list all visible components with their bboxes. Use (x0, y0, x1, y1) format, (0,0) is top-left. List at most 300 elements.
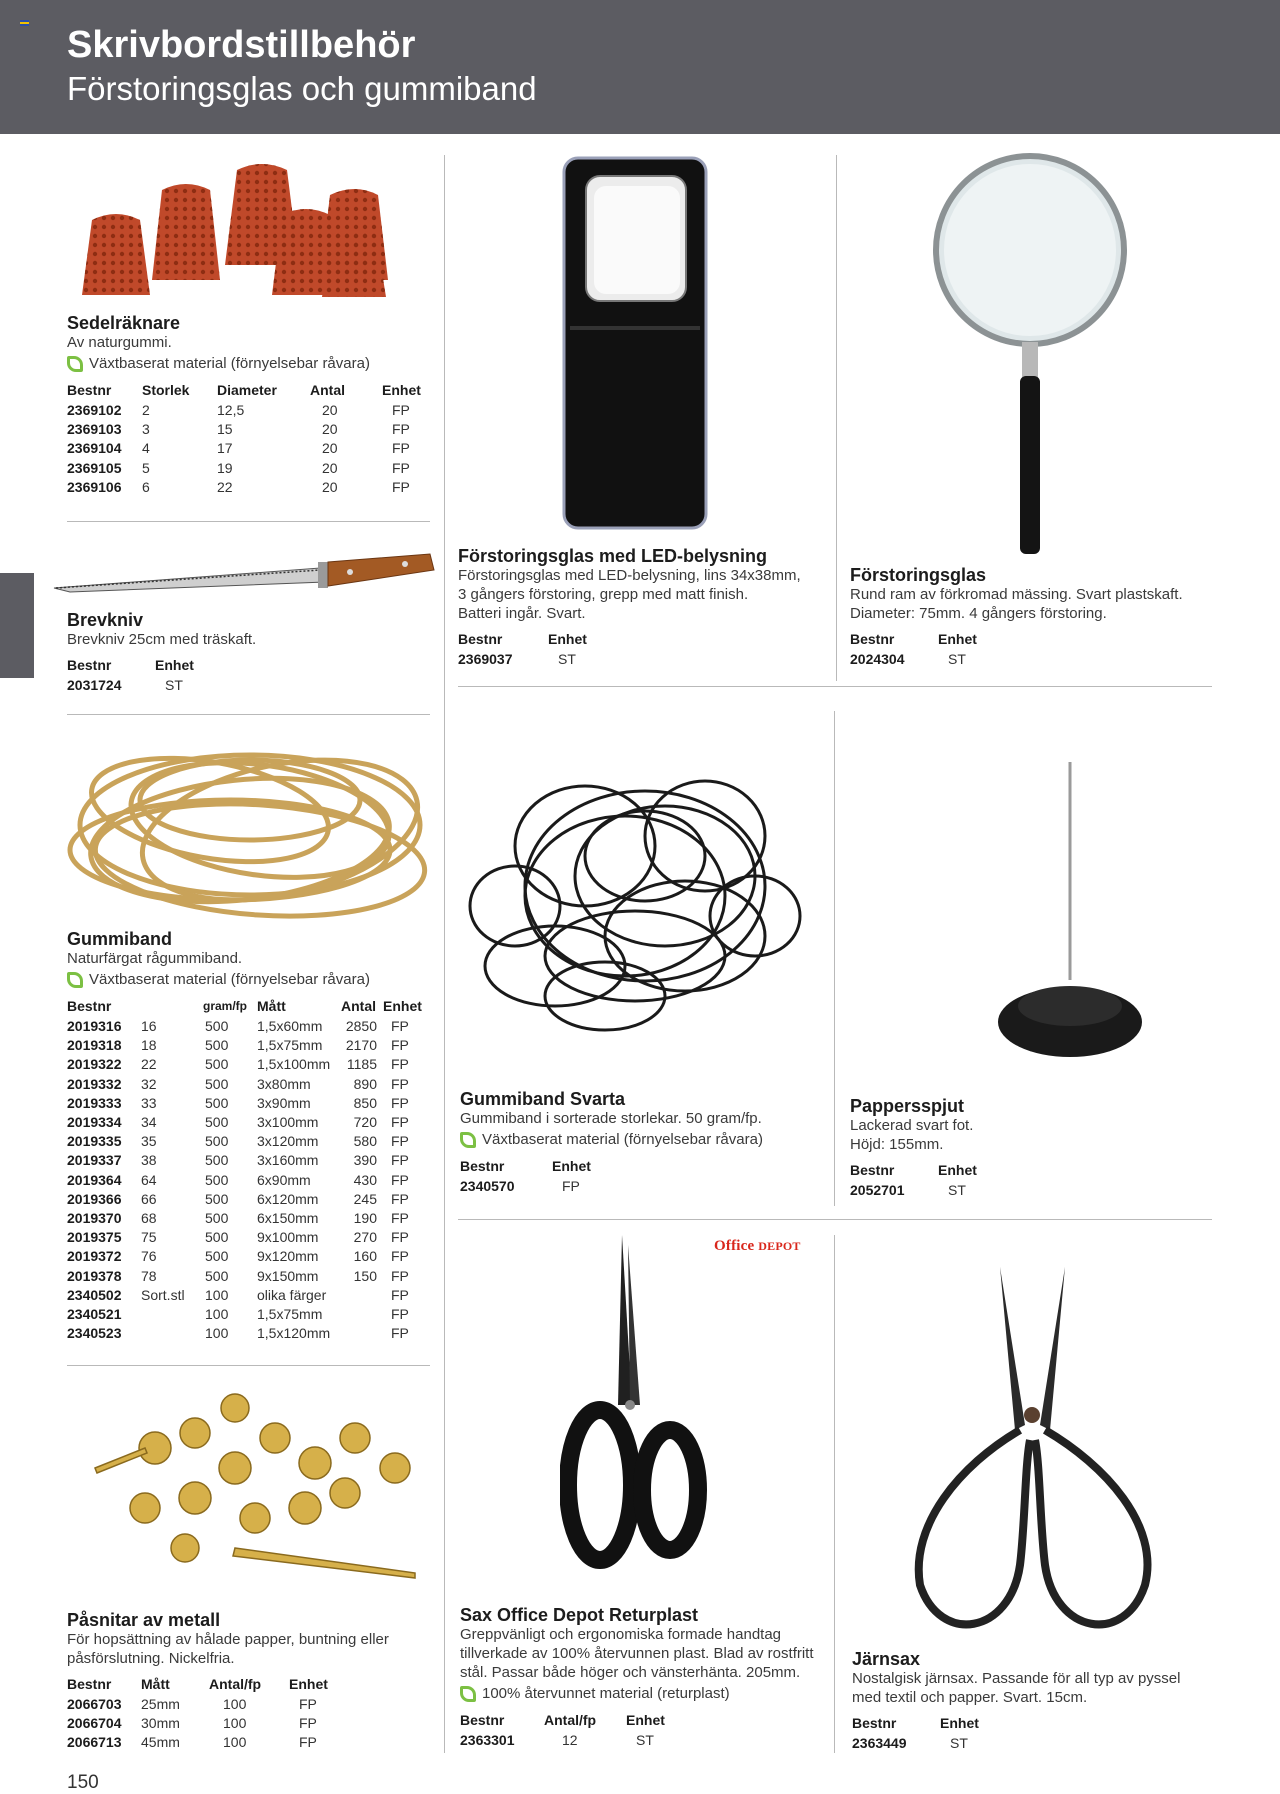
cell: 45mm (141, 1734, 180, 1751)
column-header: Bestnr (67, 382, 112, 398)
column-header: Mått (257, 998, 286, 1014)
cell (141, 1305, 203, 1324)
column-header (141, 998, 203, 1017)
column-header: Bestnr (67, 1676, 112, 1692)
cell: 6x90mm (257, 1171, 311, 1188)
cell: 2369102 (67, 402, 122, 419)
cell: 75 (141, 1229, 157, 1246)
flag-icon (20, 20, 29, 26)
table-row (67, 676, 237, 695)
column-header: Enhet (382, 382, 421, 398)
product-description-line: Nostalgisk järnsax. Passande för all typ av pyssel (852, 1670, 1181, 1687)
cell: FP (391, 1325, 409, 1342)
product-description: Av naturgummi. (67, 334, 172, 351)
cell: 500 (205, 1248, 229, 1265)
leaf-icon (67, 356, 83, 372)
spec-table (460, 1712, 700, 1750)
cell: 2019335 (67, 1133, 122, 1150)
cell: 2019337 (67, 1152, 122, 1169)
product-title: Sedelräknare (67, 313, 181, 333)
column-header: Enhet (938, 631, 977, 647)
page-number: 150 (67, 1772, 99, 1793)
cell: 500 (205, 1229, 229, 1246)
product-description-line: Rund ram av förkromad mässing. Svart plastskaft. (850, 586, 1183, 603)
spec-table (850, 631, 1020, 669)
cell: 30mm (141, 1715, 180, 1732)
product-description-line: Höjd: 155mm. (850, 1136, 944, 1153)
cell: 2052701 (850, 1182, 905, 1199)
cell: 390 (353, 1152, 377, 1169)
table-row (67, 439, 427, 458)
eco-label (460, 1684, 832, 1704)
table-row (67, 420, 427, 439)
product-title: Gummiband (67, 929, 173, 949)
cell (341, 1324, 383, 1343)
cell: 2340521 (67, 1305, 122, 1322)
cell: 850 (353, 1094, 377, 1111)
cell: 2019364 (67, 1171, 122, 1188)
cell: FP (299, 1715, 317, 1732)
cell: FP (391, 1056, 409, 1073)
column-header: Bestnr (850, 631, 895, 647)
office-scissors-image (560, 1235, 710, 1585)
cell: 1,5x60mm (257, 1018, 323, 1035)
column-header: Bestnr (460, 1158, 505, 1174)
cell: 38 (141, 1152, 157, 1169)
cell: 720 (353, 1114, 377, 1131)
table-row (67, 1075, 432, 1094)
cell (341, 1286, 383, 1305)
cell: 15 (217, 421, 233, 438)
table-row (67, 459, 427, 478)
table-row (67, 1228, 432, 1247)
product-led-magnifier (458, 546, 830, 669)
column-header: Enhet (938, 1162, 977, 1178)
leaf-icon (460, 1686, 476, 1702)
cell: 150 (353, 1267, 377, 1284)
table-row (67, 1171, 432, 1190)
cell: 32 (141, 1075, 157, 1092)
cell: 270 (353, 1229, 377, 1246)
cell: 33 (141, 1094, 157, 1111)
product-title: Pappersspjut (850, 1096, 965, 1116)
cell: 430 (353, 1171, 377, 1188)
cell: 2019378 (67, 1267, 122, 1284)
cell: ST (558, 651, 576, 668)
cell: 500 (205, 1056, 229, 1073)
cell: FP (392, 459, 410, 476)
table-row (850, 650, 1020, 669)
cell: 500 (205, 1209, 229, 1226)
cell: 160 (353, 1248, 377, 1265)
column-divider (444, 155, 445, 1753)
cell: FP (392, 440, 410, 457)
cell: 500 (205, 1094, 229, 1111)
cell: FP (391, 1209, 409, 1226)
cell: 2369037 (458, 651, 513, 668)
cell: ST (948, 1182, 966, 1199)
cell: 68 (141, 1209, 157, 1226)
cell: 2066713 (67, 1734, 122, 1751)
cell: 2340502 (67, 1286, 122, 1303)
leaf-icon (67, 972, 83, 988)
table-row (852, 1734, 1022, 1753)
product-brevkniv (67, 610, 427, 695)
cell: 3x160mm (257, 1152, 319, 1169)
cell: 2369106 (67, 478, 122, 495)
table-row (67, 1324, 432, 1343)
cell: FP (391, 1114, 409, 1131)
cell: 2019333 (67, 1094, 122, 1111)
cell: 22 (141, 1056, 157, 1073)
cell: 3x90mm (257, 1094, 311, 1111)
cell: 12 (562, 1732, 578, 1749)
column-header: Enhet (155, 657, 194, 673)
column-header: Antal (341, 998, 376, 1014)
product-title: Förstoringsglas med LED-belysning (458, 546, 768, 566)
cell: 100 (223, 1696, 247, 1713)
table-row (67, 1266, 432, 1285)
page-title: Skrivbordstillbehör (67, 24, 416, 66)
side-tab (0, 573, 34, 678)
cell: 6x150mm (257, 1209, 319, 1226)
cell (341, 1305, 383, 1324)
spec-table (850, 1162, 1020, 1200)
cell: FP (391, 1152, 409, 1169)
product-title: Järnsax (852, 1649, 921, 1669)
table-row (67, 1733, 357, 1752)
product-description-line: påsförslutning. Nickelfria. (67, 1650, 235, 1667)
table-row (460, 1177, 630, 1196)
table-row (67, 1209, 432, 1228)
product-pasnitar (67, 1610, 437, 1753)
cell: 16 (141, 1018, 157, 1035)
cell: 3x120mm (257, 1133, 319, 1150)
cell: FP (299, 1696, 317, 1713)
table-row (67, 1695, 357, 1714)
product-jarnsax (852, 1649, 1222, 1753)
cell: 2019370 (67, 1209, 122, 1226)
cell: 20 (322, 459, 338, 476)
cell: 2170 (345, 1037, 377, 1054)
cell: 9x150mm (257, 1267, 319, 1284)
cell: 500 (205, 1190, 229, 1207)
cell: FP (391, 1094, 409, 1111)
eco-text: Växtbaserat material (förnyelsebar råvara) (482, 1131, 763, 1148)
finger-cones-image (82, 160, 412, 300)
cell: FP (562, 1178, 580, 1195)
cell: 2019322 (67, 1056, 122, 1073)
cell: FP (391, 1075, 409, 1092)
cell: 2024304 (850, 651, 905, 668)
column-divider (834, 1235, 835, 1753)
table-row (67, 1714, 357, 1733)
cell: 2019366 (67, 1190, 122, 1207)
paper-spike-image (990, 760, 1150, 1060)
cell: FP (391, 1171, 409, 1188)
row-divider (458, 686, 1212, 687)
cell: 5 (142, 459, 150, 476)
product-description: Brevkniv 25cm med träskaft. (67, 631, 257, 648)
column-header: Enhet (940, 1715, 979, 1731)
cell: 25mm (141, 1696, 180, 1713)
cell: 245 (353, 1190, 377, 1207)
cell: 100 (205, 1305, 229, 1322)
cell: 20 (322, 478, 338, 495)
cell: 100 (205, 1286, 229, 1303)
cell: 500 (205, 1075, 229, 1092)
iron-scissors-image (900, 1265, 1165, 1645)
spec-table (67, 657, 237, 695)
column-divider (834, 711, 835, 1206)
cell: 2066703 (67, 1696, 122, 1713)
cell: 64 (141, 1171, 157, 1188)
column-header: Bestnr (852, 1715, 897, 1731)
table-row (460, 1731, 700, 1750)
column-header: Enhet (548, 631, 587, 647)
cell: ST (165, 677, 183, 694)
cell: 22 (217, 478, 233, 495)
cell: 100 (205, 1325, 229, 1342)
product-sax-office-depot (460, 1605, 832, 1750)
row-divider (67, 714, 430, 715)
product-title: Förstoringsglas (850, 565, 987, 585)
table-row (67, 1017, 432, 1036)
office-depot-logo: Office DEPOT (714, 1238, 801, 1254)
cell: 100 (223, 1715, 247, 1732)
product-gummiband-svarta (460, 1089, 830, 1196)
cell: 2019332 (67, 1075, 122, 1092)
product-title: Brevkniv (67, 610, 144, 630)
row-divider (458, 1219, 1212, 1220)
cell: 6 (142, 478, 150, 495)
cell: FP (299, 1734, 317, 1751)
cell: 12,5 (217, 402, 245, 419)
cell: 890 (353, 1075, 377, 1092)
cell: 19 (217, 459, 233, 476)
cell: FP (391, 1037, 409, 1054)
column-header: Bestnr (458, 631, 503, 647)
cell: FP (391, 1305, 409, 1322)
column-header: Bestnr (460, 1712, 505, 1728)
cell: FP (391, 1190, 409, 1207)
leaf-icon (460, 1132, 476, 1148)
cell: FP (391, 1018, 409, 1035)
spec-table (67, 382, 427, 497)
cell: FP (392, 478, 410, 495)
row-divider (67, 521, 430, 522)
cell: 100 (223, 1734, 247, 1751)
cell: 2019318 (67, 1037, 122, 1054)
cell: 3 (142, 421, 150, 438)
cell: 2369105 (67, 459, 122, 476)
column-header: Mått (141, 1676, 170, 1692)
cell: 20 (322, 402, 338, 419)
cell: 3x80mm (257, 1075, 311, 1092)
cell: 2019334 (67, 1114, 122, 1131)
column-header: Antal (310, 382, 345, 398)
table-row (458, 650, 628, 669)
cell: ST (950, 1735, 968, 1752)
spec-table (458, 631, 628, 669)
column-header: Bestnr (67, 998, 112, 1014)
product-gummiband (67, 929, 437, 1343)
cell: FP (391, 1133, 409, 1150)
column-header: Enhet (289, 1676, 328, 1692)
cell: 500 (205, 1133, 229, 1150)
eco-label (460, 1130, 830, 1150)
column-header: Storlek (142, 382, 190, 398)
letter-knife-image (50, 548, 435, 603)
cell: 4 (142, 440, 150, 457)
cell: 500 (205, 1267, 229, 1284)
cell: 1,5x120mm (257, 1325, 331, 1342)
product-title: Sax Office Depot Returplast (460, 1605, 699, 1625)
cell: 2 (142, 402, 150, 419)
eco-label (67, 354, 437, 374)
product-description-line: med textil och papper. Svart. 15cm. (852, 1689, 1088, 1706)
cell: 190 (353, 1209, 377, 1226)
product-description-line: För hopsättning av hålade papper, buntning eller (67, 1631, 389, 1648)
cell: 18 (141, 1037, 157, 1054)
cell: 2066704 (67, 1715, 122, 1732)
table-row (67, 478, 427, 497)
cell: 9x100mm (257, 1229, 319, 1246)
cell: 34 (141, 1114, 157, 1131)
cell: ST (948, 651, 966, 668)
product-description-line: stål. Passar både höger och vänsterhänta. 205mm. (460, 1664, 801, 1681)
product-title: Påsnitar av metall (67, 1610, 221, 1630)
cell: 2850 (345, 1018, 377, 1035)
product-description: Gummiband i sorterade storlekar. 50 gram/fp. (460, 1110, 762, 1127)
column-header: Antal/fp (209, 1676, 262, 1692)
column-header: Antal/fp (544, 1712, 597, 1728)
column-header: Enhet (383, 998, 422, 1014)
cell: 2340570 (460, 1178, 515, 1195)
cell: 2019372 (67, 1248, 122, 1265)
cell: 66 (141, 1190, 157, 1207)
product-pappersspjut (850, 1096, 1220, 1200)
cell: FP (391, 1286, 409, 1303)
column-header: Bestnr (850, 1162, 895, 1178)
cell: FP (391, 1267, 409, 1284)
table-row (67, 401, 427, 420)
cell: 1,5x75mm (257, 1037, 323, 1054)
cell: 2031724 (67, 677, 122, 694)
table-row (67, 1151, 432, 1170)
cell: 2019316 (67, 1018, 122, 1035)
column-divider (836, 155, 837, 681)
column-header: Enhet (552, 1158, 591, 1174)
cell: 500 (205, 1171, 229, 1188)
cell: 1185 (346, 1056, 377, 1073)
cell: 2363449 (852, 1735, 907, 1752)
cell: 78 (141, 1267, 157, 1284)
cell: 20 (322, 440, 338, 457)
eco-label (67, 970, 437, 990)
cell: 500 (205, 1152, 229, 1169)
product-description-line: tillverkade av 100% återvunnen plast. Blad av rostfritt (460, 1645, 814, 1662)
table-row (67, 1286, 432, 1305)
cell: 580 (353, 1133, 377, 1150)
cell: 76 (141, 1248, 157, 1265)
table-row (67, 1305, 432, 1324)
product-magnifier (850, 565, 1220, 669)
table-row (67, 1094, 432, 1113)
spec-table (852, 1715, 1022, 1753)
spec-table (67, 1676, 357, 1753)
row-divider (67, 1365, 430, 1366)
cell: Sort.stl (141, 1286, 185, 1303)
column-header: Bestnr (67, 657, 112, 673)
table-row (67, 1190, 432, 1209)
cell: 500 (205, 1114, 229, 1131)
page-subtitle: Förstoringsglas och gummiband (67, 70, 537, 107)
product-description-line: Greppvänligt och ergonomiska formade handtag (460, 1626, 782, 1643)
cell: 3x100mm (257, 1114, 319, 1131)
cell: 35 (141, 1133, 157, 1150)
product-description-line: Batteri ingår. Svart. (458, 605, 586, 622)
product-sedelraknare (67, 313, 437, 497)
cell: 6x120mm (257, 1190, 319, 1207)
cell: 2363301 (460, 1732, 515, 1749)
table-row (67, 1036, 432, 1055)
cell: 17 (217, 440, 233, 457)
product-description-line: Diameter: 75mm. 4 gångers förstoring. (850, 605, 1107, 622)
product-description-line: Förstoringsglas med LED-belysning, lins 34x38mm, (458, 567, 801, 584)
table-row (67, 1132, 432, 1151)
product-description-line: Lackerad svart fot. (850, 1117, 974, 1134)
product-description-line: 3 gångers förstoring, grepp med matt finish. (458, 586, 749, 603)
product-title: Gummiband Svarta (460, 1089, 626, 1109)
column-header: Diameter (217, 382, 277, 398)
cell: 500 (205, 1018, 229, 1035)
table-row (67, 1113, 432, 1132)
table-row (67, 1055, 432, 1074)
cell: ST (636, 1732, 654, 1749)
spec-table (67, 998, 432, 1343)
spec-table (460, 1158, 630, 1196)
table-row (850, 1181, 1020, 1200)
magnifying-glass-image (930, 152, 1130, 557)
cell: 2369104 (67, 440, 122, 457)
rubber-bands-image (60, 730, 438, 940)
cell: 20 (322, 421, 338, 438)
cell: olika färger (257, 1286, 327, 1303)
eco-text: 100% återvunnet material (returplast) (482, 1685, 730, 1702)
cell: 2340523 (67, 1325, 122, 1342)
cell (141, 1324, 203, 1343)
led-magnifier-image (560, 156, 710, 531)
brass-fasteners-image (85, 1378, 430, 1583)
cell: 2369103 (67, 421, 122, 438)
eco-text: Växtbaserat material (förnyelsebar råvara) (89, 971, 370, 988)
cell: 500 (205, 1037, 229, 1054)
cell: 1,5x100mm (257, 1056, 331, 1073)
table-row (67, 1247, 432, 1266)
black-rubber-bands-image (455, 756, 825, 1036)
cell: FP (391, 1229, 409, 1246)
eco-text: Växtbaserat material (förnyelsebar råvara) (89, 355, 370, 372)
cell: 1,5x75mm (257, 1305, 323, 1322)
column-header: Enhet (626, 1712, 665, 1728)
cell: FP (391, 1248, 409, 1265)
cell: 2019375 (67, 1229, 122, 1246)
cell: FP (392, 402, 410, 419)
column-header: gram/fp (203, 999, 248, 1013)
cell: 9x120mm (257, 1248, 319, 1265)
product-description: Naturfärgat rågummiband. (67, 950, 243, 967)
